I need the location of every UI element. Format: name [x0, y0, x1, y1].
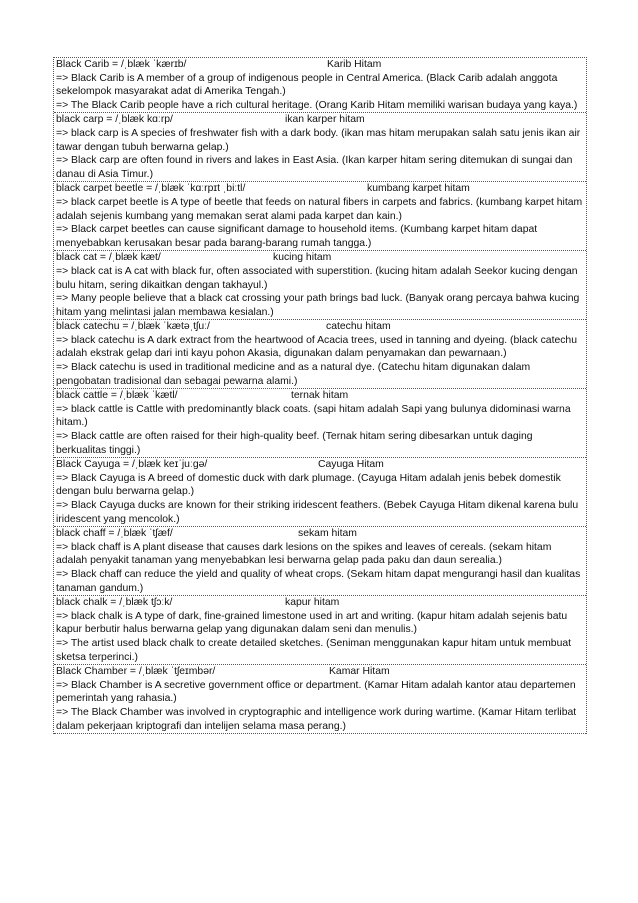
entry-row — [54, 389, 586, 458]
entry-definition: => black carpet beetle is A type of beetle that feeds on natural fibers in carpets and fabrics. (kumbang karpet hitam adalah sejenis kumbang yang memakan serat alami pada karpet dan kain.) — [56, 196, 583, 222]
entry-header — [56, 596, 584, 610]
entry-term: black cat = /ˌblæk kæt/ — [56, 252, 161, 264]
entry-definition: => black cattle is Cattle with predominantly black coats. (sapi hitam adalah Sapi yang bulunya didominasi warna hitam.) — [56, 403, 571, 429]
entry-example: => Black chaff can reduce the yield and quality of wheat crops. (Sekam hitam dapat mengurangi hasil dan kualitas tanaman gandum.) — [56, 568, 581, 594]
entry-header — [56, 527, 584, 541]
entry-row — [54, 458, 586, 527]
entry-header — [56, 320, 584, 334]
entry-definition: => Black Chamber is A secretive government office or department. (Kamar Hitam adalah kantor atau departemen pemerintah yang rahasia.) — [56, 679, 576, 705]
entry-example: => Black carp are often found in rivers and lakes in East Asia. (Ikan karper hitam sering ditemukan di sungai dan danau di Asia Timur.) — [56, 155, 573, 180]
entry-term: black cattle = /ˌblæk ˈkætl/ — [56, 390, 178, 402]
entry-definition: => black carp is A species of freshwater fish with a dark body. (ikan mas hitam merupakan salah satu jenis ikan air tawar dengan tubuh berwarna gelap.) — [56, 127, 581, 153]
entry-example: => Many people believe that a black cat crossing your path brings bad luck. (Banyak orang percaya bahwa kucing hitam yang melintasi jalan membawa kesialan.) — [56, 293, 580, 318]
entry-definition: => Black Cayuga is A breed of domestic duck with dark plumage. (Cayuga Hitam adalah jenis bebek domestik dengan bulu berwarna gelap.) — [56, 472, 561, 498]
entry-row — [54, 58, 586, 113]
entry-example: => Black cattle are often raised for their high-quality beef. (Ternak hitam sering dibesarkan untuk daging berkualitas tinggi.) — [56, 431, 533, 456]
entry-translation: catechu hitam — [326, 321, 391, 333]
entry-header — [56, 389, 584, 403]
entry-translation: ikan karper hitam — [285, 114, 365, 126]
entry-translation: sekam hitam — [298, 528, 357, 540]
entry-term: Black Chamber = /ˌblæk ˈtʃeɪmbər/ — [56, 666, 216, 678]
entry-translation: kucing hitam — [273, 252, 332, 264]
entry-definition: => black chaff is A plant disease that causes dark lesions on the spikes and leaves of cereals. (sekam hitam adalah penyakit tanaman yang menyebabkan lesi berwarna gelap pada paku dan daun serealia.) — [56, 541, 552, 567]
entry-term: black chalk = /ˌblæk tʃɔːk/ — [56, 597, 173, 609]
entry-translation: kumbang karpet hitam — [367, 183, 470, 195]
entry-term: black carp = /ˌblæk kɑːrp/ — [56, 114, 173, 126]
entry-translation: ternak hitam — [291, 390, 349, 402]
entry-row — [54, 251, 586, 320]
entry-term: Black Cayuga = /ˌblæk keɪˈjuːɡə/ — [56, 459, 208, 471]
entry-definition: => black catechu is A dark extract from the heartwood of Acacia trees, used in tanning and dyeing. (black catechu adalah ekstrak gelap dari inti kayu pohon Akasia, digunakan dalam penyamakan dan pewarnaan.) — [56, 334, 577, 360]
entry-header — [56, 113, 584, 127]
entry-example: => The Black Carib people have a rich cultural heritage. (Orang Karib Hitam memiliki warisan budaya yang kaya.) — [56, 99, 578, 111]
entry-term: black catechu = /ˌblæk ˈkætəˌtʃuː/ — [56, 321, 210, 333]
entry-translation: kapur hitam — [285, 597, 340, 609]
entry-term: black carpet beetle = /ˌblæk ˈkɑːrpɪt ˌbiːtl/ — [56, 183, 246, 195]
entry-definition: => Black Carib is A member of a group of indigenous people in Central America. (Black Carib adalah anggota sekelompok masyarakat adat di Amerika Tengah.) — [56, 72, 558, 98]
entry-header — [56, 665, 584, 679]
entry-term: Black Carib = /ˌblæk ˈkærɪb/ — [56, 59, 187, 70]
entry-header — [56, 251, 584, 265]
entry-example: => The Black Chamber was involved in cryptographic and intelligence work during wartime. (Kamar Hitam terlibat dalam pekerjaan kriptografi dan intelijen selama masa perang.) — [56, 706, 577, 732]
entry-row — [54, 320, 586, 389]
entry-translation: Cayuga Hitam — [318, 459, 384, 471]
entry-row — [54, 527, 586, 596]
entry-translation: Karib Hitam — [327, 59, 382, 70]
entry-definition: => black chalk is A type of dark, fine-grained limestone used in art and writing. (kapur hitam adalah sejenis batu kapur berbutir halus berwarna gelap yang digunakan dalam seni dan menulis.) — [56, 610, 568, 636]
entry-row — [54, 596, 586, 665]
entry-example: => The artist used black chalk to create detailed sketches. (Seniman menggunakan kapur hitam untuk membuat sketsa terperinci.) — [56, 637, 572, 663]
entry-example: => Black carpet beetles can cause significant damage to household items. (Kumbang karpet hitam dapat menyebabkan kerusakan besar pada barang-barang rumah tangga.) — [56, 224, 538, 249]
entry-header — [56, 458, 584, 472]
entry-term: black chaff = /ˌblæk ˈtʃæf/ — [56, 528, 173, 540]
entry-row — [54, 665, 586, 734]
entry-example: => Black Cayuga ducks are known for their striking iridescent feathers. (Bebek Cayuga Hitam dikenal karena bulu iridescent yang mencolok.) — [56, 500, 579, 525]
entry-row — [54, 113, 586, 182]
entry-header — [56, 182, 584, 196]
entry-example: => Black catechu is used in traditional medicine and as a natural dye. (Catechu hitam digunakan dalam pengobatan tradisional dan sebagai pewarna alami.) — [56, 362, 531, 387]
entry-header — [56, 58, 584, 72]
entry-row — [54, 182, 586, 251]
entry-translation: Kamar Hitam — [329, 666, 390, 678]
dictionary-table — [53, 57, 587, 734]
entry-definition: => black cat is A cat with black fur, often associated with superstition. (kucing hitam adalah Seekor kucing dengan bulu hitam, sering dikaitkan dengan takhayul.) — [56, 265, 578, 291]
